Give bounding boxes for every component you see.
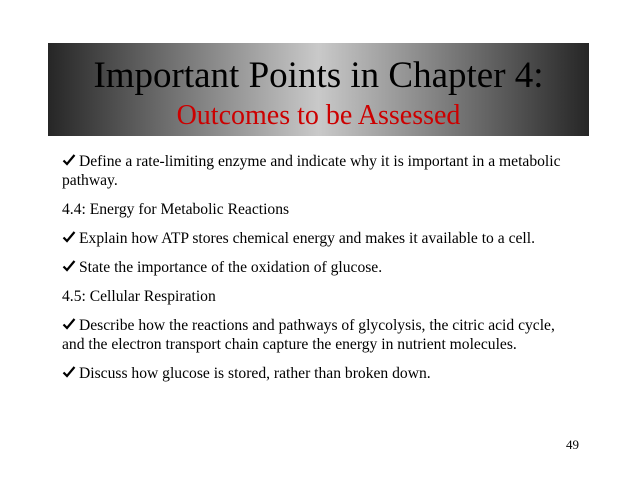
bullet-text: Describe how the reactions and pathways of glycolysis, the citric acid cycle, and the electron transport chain capture the energy in nutrient molecules. <box>62 317 555 353</box>
page-number: 49 <box>566 437 579 452</box>
bullet-item <box>62 258 562 277</box>
title-banner <box>48 43 589 136</box>
check-icon <box>62 259 76 273</box>
slide-title: Important Points in Chapter 4: <box>93 55 544 96</box>
check-icon <box>62 153 76 167</box>
bullet-item <box>62 229 562 248</box>
section-heading: 4.5: Cellular Respiration <box>62 288 216 305</box>
check-icon <box>62 365 76 379</box>
bullet-item <box>62 364 562 383</box>
section-heading: 4.4: Energy for Metabolic Reactions <box>62 201 290 218</box>
bullet-item <box>62 316 562 354</box>
bullet-text: State the importance of the oxidation of glucose. <box>79 259 383 276</box>
slide-body <box>62 152 562 393</box>
bullet-text: Discuss how glucose is stored, rather than broken down. <box>79 365 431 382</box>
check-icon <box>62 317 76 331</box>
slide-subtitle: Outcomes to be Assessed <box>176 100 461 131</box>
check-icon <box>62 230 76 244</box>
bullet-text: Explain how ATP stores chemical energy and makes it available to a cell. <box>79 230 535 247</box>
bullet-item <box>62 152 562 190</box>
bullet-text: Define a rate-limiting enzyme and indicate why it is important in a metabolic pathway. <box>62 153 561 189</box>
